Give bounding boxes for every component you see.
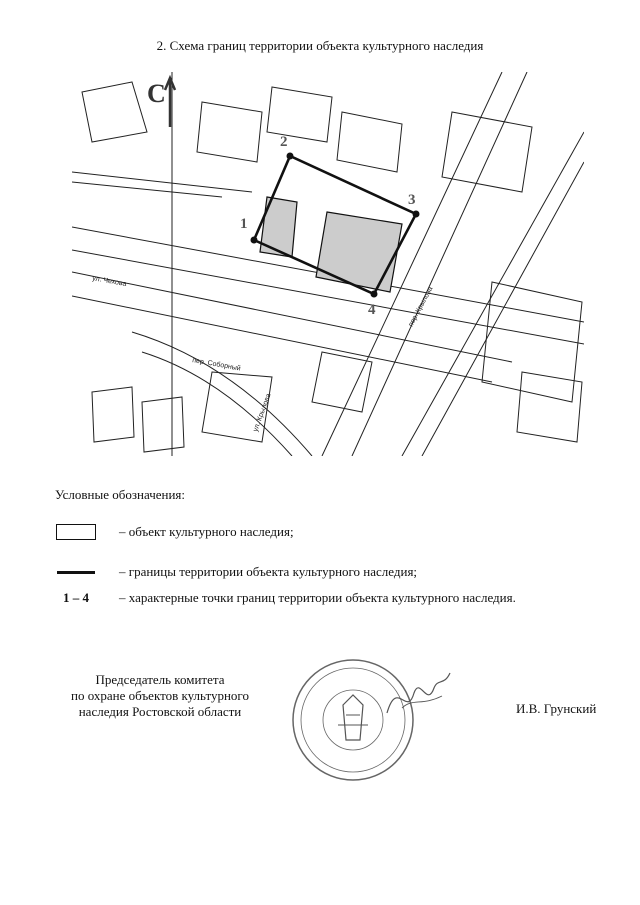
object-box-icon <box>56 524 96 540</box>
street-label: ул. Чехова <box>91 275 127 288</box>
street-label: пер. Крылова <box>407 285 435 328</box>
legend-title: Условные обозначения: <box>55 487 186 502</box>
legend-text: – характерные точки границ территории объекта культурного наследия. <box>119 590 516 605</box>
street-label: ул. Крылова <box>252 392 273 433</box>
map-point-label-1: 1 <box>240 216 248 232</box>
handwritten-signature <box>382 668 452 723</box>
site-plan-map <box>72 72 584 456</box>
legend-item-points <box>55 590 516 606</box>
page-heading: 2. Схема границ территории объекта культурного наследия <box>156 38 484 53</box>
street-label: пер. Соборный <box>191 357 242 373</box>
points-range-label: 1 – 4 <box>63 590 89 605</box>
legend-item-heritage-object <box>55 524 294 540</box>
map-point-label-3: 3 <box>408 192 416 208</box>
boundary-line-icon <box>57 571 95 574</box>
map-point-label-2: 2 <box>280 134 288 150</box>
signer-name: И.В. Грунский <box>516 701 597 716</box>
legend-text: – границы территории объекта культурного наследия; <box>119 564 418 579</box>
map-point-label-4: 4 <box>368 302 376 318</box>
signatory-position: Председатель комитета по охране объектов культурного наследия Ростовской области <box>71 672 249 719</box>
north-label: С <box>147 79 166 108</box>
legend-item-boundary <box>55 564 417 580</box>
legend-text: – объект культурного наследия; <box>119 524 294 539</box>
